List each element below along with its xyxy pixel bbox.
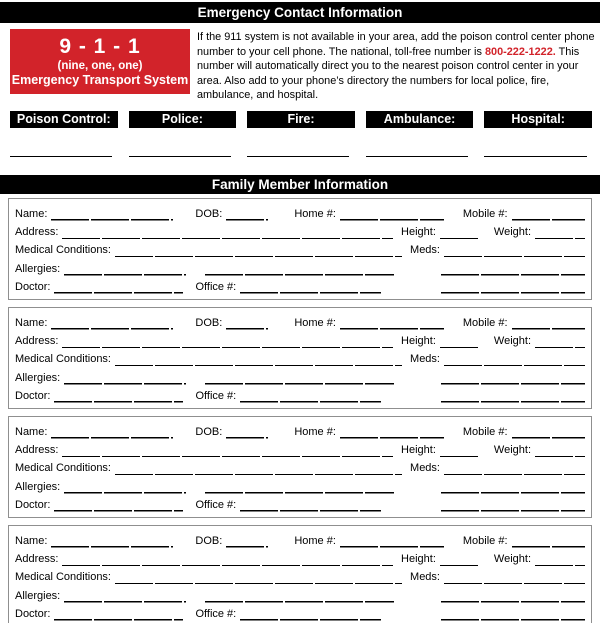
meds-fill-line-2[interactable]: [441, 262, 585, 276]
member-row-allergies: [15, 366, 585, 384]
office-number-label: Office #:: [195, 389, 237, 402]
allergies-fill-line-2[interactable]: [205, 371, 394, 385]
police-fill-line[interactable]: [129, 156, 231, 157]
poison-control-phone-number: 800-222-1222.: [484, 45, 556, 58]
quick-contacts-row: [10, 111, 592, 157]
doctor-fill-line[interactable]: [54, 389, 183, 403]
emergency-transport-system-label: Emergency Transport System: [11, 73, 189, 87]
allergies-label: Allergies:: [15, 589, 61, 602]
fire-fill-line[interactable]: [247, 156, 349, 157]
medical-conditions-label: Medical Conditions:: [15, 244, 111, 257]
mobile-number-fill-line[interactable]: [512, 534, 585, 548]
medical-conditions-label: Medical Conditions:: [15, 353, 111, 366]
mobile-number-fill-line[interactable]: [512, 316, 585, 330]
family-member-block: [8, 416, 592, 518]
dob-fill-line[interactable]: [226, 534, 268, 548]
address-fill-line[interactable]: [62, 225, 393, 239]
instructions-text-1: If the 911 system is not available in your area, add the poison control center phone number to your cell phone. The national, toll-free number is: [197, 31, 595, 58]
name-fill-line[interactable]: [51, 316, 173, 330]
mobile-number-fill-line[interactable]: [512, 207, 585, 221]
doctor-label: Doctor:: [15, 389, 51, 402]
name-fill-line[interactable]: [51, 534, 173, 548]
meds-fill-line-3[interactable]: [441, 498, 585, 512]
office-number-fill-line[interactable]: [240, 280, 381, 294]
member-row-address: [15, 330, 585, 348]
medical-conditions-fill-line[interactable]: [115, 243, 402, 257]
meds-fill-line-2[interactable]: [441, 371, 585, 385]
member-row-address: [15, 221, 585, 239]
weight-label: Weight:: [493, 553, 531, 566]
dob-fill-line[interactable]: [226, 316, 268, 330]
height-label: Height:: [401, 553, 436, 566]
dob-label: DOB:: [195, 425, 223, 438]
family-member-block: [8, 198, 592, 300]
allergies-fill-line[interactable]: [64, 371, 186, 385]
fire-label: Fire:: [247, 111, 355, 128]
allergies-fill-line[interactable]: [64, 480, 186, 494]
meds-fill-line-2[interactable]: [441, 589, 585, 603]
poison-control-fill-line[interactable]: [10, 156, 112, 157]
home-number-label: Home #:: [294, 425, 336, 438]
meds-fill-line-3[interactable]: [441, 280, 585, 294]
height-label: Height:: [401, 335, 436, 348]
dob-label: DOB:: [195, 316, 223, 329]
weight-label: Weight:: [493, 226, 531, 239]
doctor-fill-line[interactable]: [54, 280, 183, 294]
dob-fill-line[interactable]: [226, 425, 268, 439]
member-row-allergies: [15, 475, 585, 493]
dob-fill-line[interactable]: [226, 207, 268, 221]
medical-conditions-fill-line[interactable]: [115, 352, 402, 366]
hospital-label: Hospital:: [484, 111, 592, 128]
address-fill-line[interactable]: [62, 552, 393, 566]
meds-fill-line[interactable]: [444, 570, 585, 584]
instructions-text-2: This number will automatically direct you to the nearest poison control center in your area. Also add to your phone’s directory the numbers for local police, fire, ambulance, and hospital.: [197, 45, 580, 101]
home-number-fill-line[interactable]: [340, 316, 444, 330]
emergency-contact-header-bar: Emergency Contact Information: [0, 2, 600, 23]
contact-cell-police: [129, 111, 237, 157]
height-fill-line[interactable]: [440, 334, 478, 348]
member-row-doctor: [15, 603, 585, 621]
home-number-label: Home #:: [294, 316, 336, 329]
member-row-name: [15, 203, 585, 221]
medical-conditions-label: Medical Conditions:: [15, 571, 111, 584]
nine-one-one-number: 9 - 1 - 1: [59, 35, 141, 58]
allergies-label: Allergies:: [15, 371, 61, 384]
nine-one-one-box: [10, 29, 190, 94]
height-fill-line[interactable]: [440, 225, 478, 239]
office-number-label: Office #:: [195, 280, 237, 293]
weight-fill-line[interactable]: [535, 552, 585, 566]
weight-fill-line[interactable]: [535, 225, 585, 239]
name-label: Name:: [15, 316, 48, 329]
meds-fill-line[interactable]: [444, 243, 585, 257]
allergies-fill-line[interactable]: [64, 262, 186, 276]
member-row-medical: [15, 566, 585, 584]
hospital-fill-line[interactable]: [484, 156, 586, 157]
name-label: Name:: [15, 207, 48, 220]
weight-label: Weight:: [493, 444, 531, 457]
family-member-block: [8, 307, 592, 409]
family-member-header-bar: Family Member Information: [0, 175, 600, 194]
top-section: [10, 29, 597, 103]
member-row-allergies: [15, 257, 585, 275]
member-row-doctor: [15, 385, 585, 403]
height-fill-line[interactable]: [440, 443, 478, 457]
nine-one-one-phonetic: (nine, one, one): [57, 60, 143, 72]
height-fill-line[interactable]: [440, 552, 478, 566]
name-label: Name:: [15, 534, 48, 547]
mobile-number-fill-line[interactable]: [512, 425, 585, 439]
allergies-fill-line-2[interactable]: [205, 262, 394, 276]
address-fill-line[interactable]: [62, 334, 393, 348]
meds-fill-line-3[interactable]: [441, 607, 585, 621]
office-number-fill-line[interactable]: [240, 389, 381, 403]
allergies-fill-line-2[interactable]: [205, 480, 394, 494]
meds-fill-line[interactable]: [444, 352, 585, 366]
member-row-doctor: [15, 494, 585, 512]
member-row-address: [15, 439, 585, 457]
member-row-name: [15, 421, 585, 439]
medical-conditions-fill-line[interactable]: [115, 570, 402, 584]
address-fill-line[interactable]: [62, 443, 393, 457]
name-fill-line[interactable]: [51, 425, 173, 439]
member-row-name: [15, 530, 585, 548]
mobile-number-label: Mobile #:: [462, 534, 508, 547]
address-label: Address:: [15, 444, 59, 457]
name-fill-line[interactable]: [51, 207, 173, 221]
meds-label: Meds:: [410, 571, 440, 584]
ambulance-label: Ambulance:: [366, 111, 474, 128]
medical-conditions-fill-line[interactable]: [115, 461, 402, 475]
contact-cell-ambulance: [366, 111, 474, 157]
office-number-label: Office #:: [195, 498, 237, 511]
home-number-fill-line[interactable]: [340, 425, 444, 439]
allergies-label: Allergies:: [15, 262, 61, 275]
allergies-label: Allergies:: [15, 480, 61, 493]
police-label: Police:: [129, 111, 237, 128]
address-label: Address:: [15, 226, 59, 239]
address-label: Address:: [15, 335, 59, 348]
name-label: Name:: [15, 425, 48, 438]
member-row-medical: [15, 348, 585, 366]
family-member-blocks: [0, 198, 600, 623]
height-label: Height:: [401, 444, 436, 457]
meds-label: Meds:: [410, 244, 440, 257]
dob-label: DOB:: [195, 207, 223, 220]
meds-fill-line[interactable]: [444, 461, 585, 475]
mobile-number-label: Mobile #:: [462, 425, 508, 438]
height-label: Height:: [401, 226, 436, 239]
doctor-label: Doctor:: [15, 607, 51, 620]
doctor-fill-line[interactable]: [54, 607, 183, 621]
address-label: Address:: [15, 553, 59, 566]
mobile-number-label: Mobile #:: [462, 316, 508, 329]
allergies-fill-line[interactable]: [64, 589, 186, 603]
office-number-label: Office #:: [195, 607, 237, 620]
home-number-fill-line[interactable]: [340, 534, 444, 548]
meds-label: Meds:: [410, 353, 440, 366]
mobile-number-label: Mobile #:: [462, 207, 508, 220]
doctor-fill-line[interactable]: [54, 498, 183, 512]
weight-label: Weight:: [493, 335, 531, 348]
contact-cell-hospital: [484, 111, 592, 157]
allergies-fill-line-2[interactable]: [205, 589, 394, 603]
medical-conditions-label: Medical Conditions:: [15, 462, 111, 475]
meds-fill-line-3[interactable]: [441, 389, 585, 403]
poison-control-label: Poison Control:: [10, 111, 118, 128]
dob-label: DOB:: [195, 534, 223, 547]
office-number-fill-line[interactable]: [240, 498, 381, 512]
member-row-name: [15, 312, 585, 330]
weight-fill-line[interactable]: [535, 334, 585, 348]
home-number-label: Home #:: [294, 207, 336, 220]
meds-fill-line-2[interactable]: [441, 480, 585, 494]
member-row-medical: [15, 457, 585, 475]
doctor-label: Doctor:: [15, 280, 51, 293]
member-row-medical: [15, 239, 585, 257]
ambulance-fill-line[interactable]: [366, 156, 468, 157]
meds-label: Meds:: [410, 462, 440, 475]
member-row-address: [15, 548, 585, 566]
family-member-block: [8, 525, 592, 623]
weight-fill-line[interactable]: [535, 443, 585, 457]
home-number-fill-line[interactable]: [340, 207, 444, 221]
home-number-label: Home #:: [294, 534, 336, 547]
poison-control-instructions: [197, 29, 597, 103]
office-number-fill-line[interactable]: [240, 607, 381, 621]
contact-cell-poison-control: [10, 111, 118, 157]
contact-cell-fire: [247, 111, 355, 157]
member-row-doctor: [15, 276, 585, 294]
doctor-label: Doctor:: [15, 498, 51, 511]
member-row-allergies: [15, 584, 585, 602]
